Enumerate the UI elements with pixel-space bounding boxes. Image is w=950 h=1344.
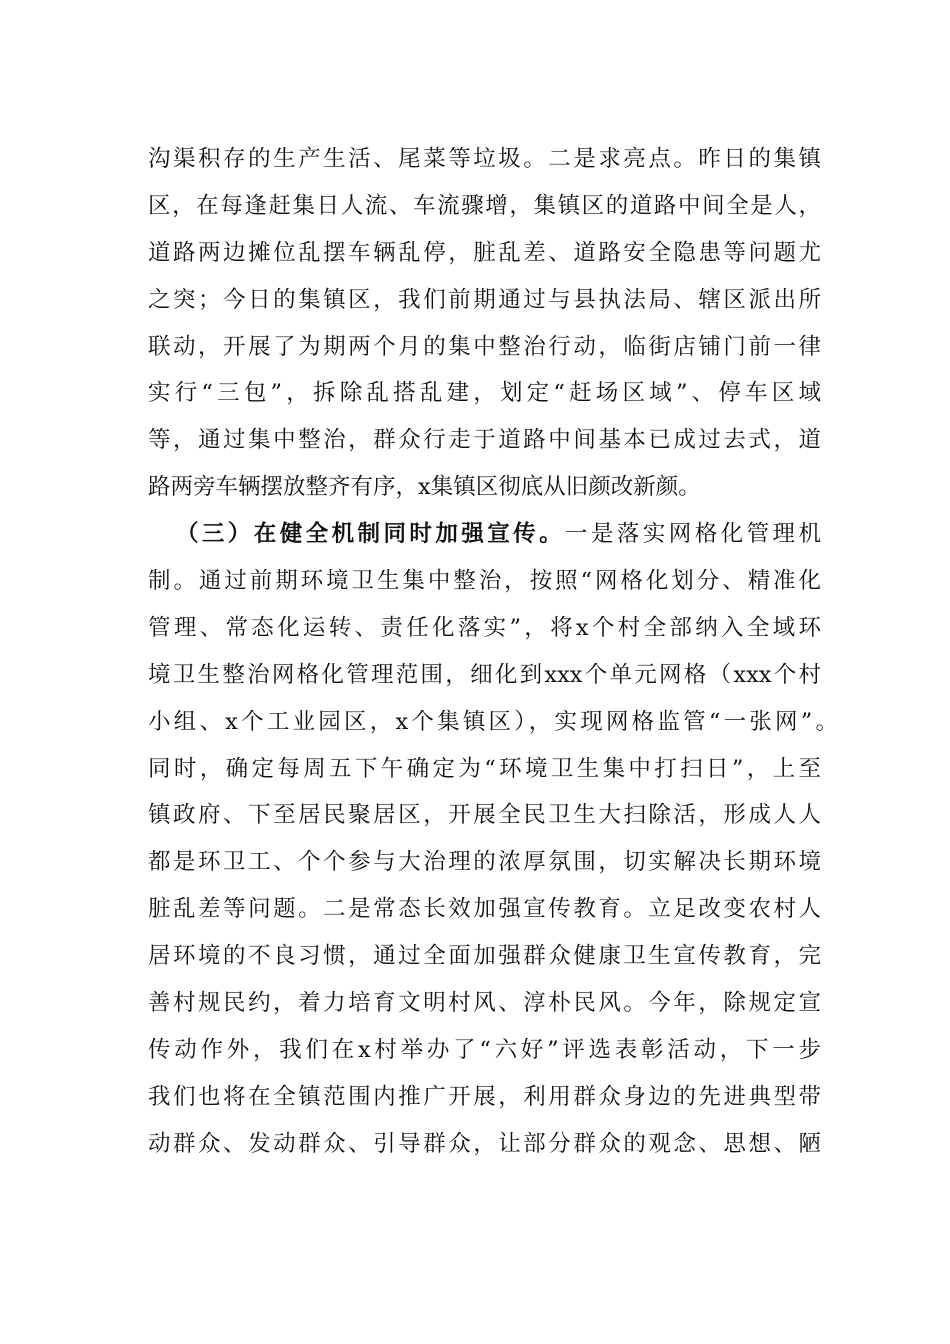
paragraph-2-line-10: 居环境的不良习惯，通过全面加强群众健康卫生宣传教育，完 xyxy=(148,943,821,969)
paragraph-2-line-12: 传动作外，我们在x村举办了“六好”评选表彰活动，下一步 xyxy=(148,1037,821,1063)
paragraph-1-line-8: 路两旁车辆摆放整齐有序，x集镇区彻底从旧颜改新颜。 xyxy=(148,474,701,500)
paragraph-2-line-1 xyxy=(176,514,821,554)
paragraph-1-line-7: 等，通过集中整治，群众行走于道路中间基本已成过去式，道 xyxy=(148,427,821,453)
paragraph-1-line-3: 道路两边摊位乱摆车辆乱停，脏乱差、道路安全隐患等问题尤 xyxy=(148,240,821,266)
paragraph-2-line-1-rest: 一是落实网格化管理机 xyxy=(565,521,821,547)
paragraph-2-line-11: 善村规民约，着力培育文明村风、淳朴民风。今年，除规定宣 xyxy=(148,990,821,1016)
paragraph-2-line-4: 境卫生整治网格化管理范围，细化到xxx个单元网格（xxx个村 xyxy=(148,662,821,688)
paragraph-2-line-7: 镇政府、下至居民聚居区，开展全民卫生大扫除活，形成人人 xyxy=(148,802,821,828)
section-heading: （三）在健全机制同时加强宣传。 xyxy=(176,521,566,547)
paragraph-2-line-5: 小组、x个工业园区，x个集镇区），实现网格监管“一张网”。 xyxy=(148,709,838,735)
paragraph-1-line-5: 联动，开展了为期两个月的集中整治行动，临街店铺门前一律 xyxy=(148,334,821,360)
paragraph-2-line-13: 我们也将在全镇范围内推广开展，利用群众身边的先进典型带 xyxy=(148,1084,821,1110)
paragraph-1-line-4: 之突；今日的集镇区，我们前期通过与县执法局、辖区派出所 xyxy=(148,287,821,313)
paragraph-2-line-9: 脏乱差等问题。二是常态长效加强宣传教育。立足改变农村人 xyxy=(148,896,821,922)
paragraph-1-line-1: 沟渠积存的生产生活、尾菜等垃圾。二是求亮点。昨日的集镇 xyxy=(148,146,821,172)
paragraph-2-line-3: 管理、常态化运转、责任化落实”，将x个村全部纳入全域环 xyxy=(148,615,821,641)
paragraph-1-line-6: 实行“三包”，拆除乱搭乱建，划定“赶场区域”、停车区域 xyxy=(148,380,821,406)
paragraph-2-line-14: 动群众、发动群众、引导群众，让部分群众的观念、思想、陋 xyxy=(148,1131,821,1157)
paragraph-2-line-8: 都是环卫工、个个参与大治理的浓厚氛围，切实解决长期环境 xyxy=(148,849,821,875)
paragraph-1-line-2: 区，在每逢赶集日人流、车流骤增，集镇区的道路中间全是人， xyxy=(148,193,821,219)
paragraph-2-line-2: 制。通过前期环境卫生集中整治，按照“网格化划分、精准化 xyxy=(148,568,821,594)
paragraph-2-line-6: 同时，确定每周五下午确定为“环境卫生集中打扫日”，上至 xyxy=(148,756,821,782)
